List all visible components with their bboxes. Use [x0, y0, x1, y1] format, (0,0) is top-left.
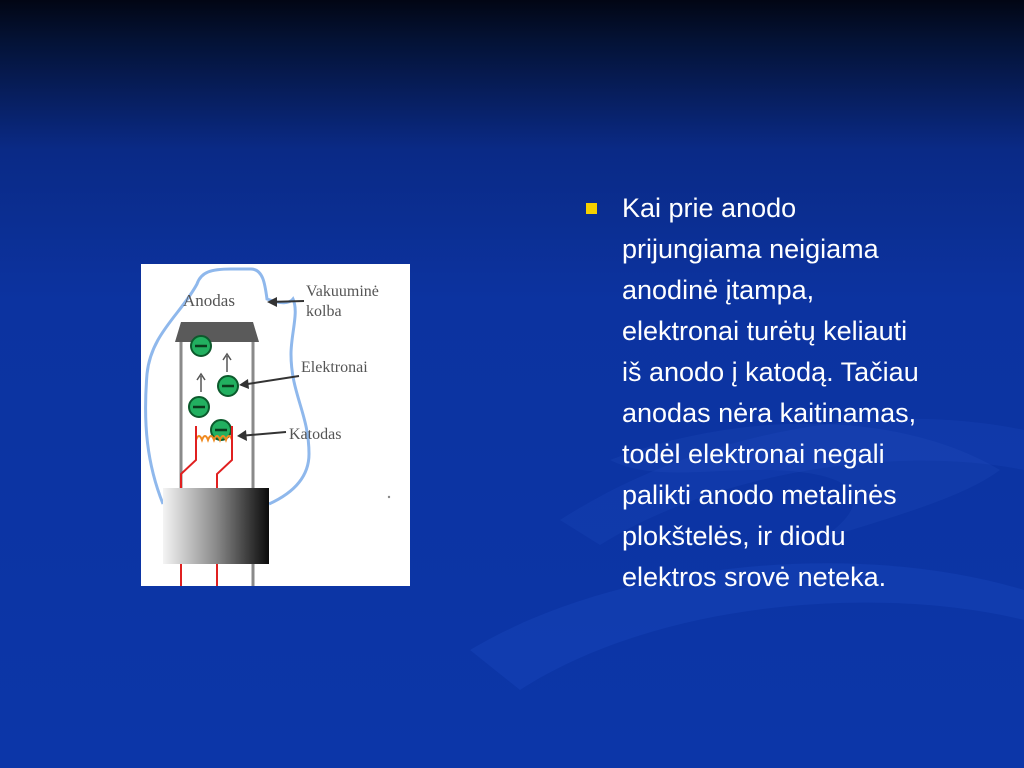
- label-cathode: Katodas: [289, 426, 342, 443]
- electron-arrow-1: [223, 354, 231, 372]
- slide-text-area: [580, 188, 1010, 598]
- electron-1: [191, 336, 211, 356]
- diode-illustration: [141, 264, 410, 586]
- cathode-arrow: [237, 430, 286, 441]
- electron-arrow-2: [197, 374, 205, 392]
- electrons-arrow: [239, 376, 299, 389]
- bullet-text: Kai prie anodo prijungiama neigiama anodinė įtampa, elektronai turėtų keliauti iš anodo į katodą. Tačiau anodas nėra kaitinamas, todėl elektronai negali palikti anodo metalinės plokštelės, ir diodu elektros srovė neteka.: [622, 193, 919, 592]
- anode-plate: [175, 322, 259, 342]
- bullet-square-icon: [586, 203, 597, 214]
- label-electrons: Elektronai: [301, 359, 368, 376]
- tube-base: [163, 488, 269, 564]
- vacuum-bulb-arrow: [267, 297, 304, 307]
- electron-2: [218, 376, 238, 396]
- vacuum-diode-diagram: [141, 264, 410, 586]
- bullet-item: [580, 188, 1010, 598]
- label-anode: Anodas: [183, 291, 235, 310]
- electron-3: [189, 397, 209, 417]
- label-vacuum-bulb: Vakuuminė kolba: [306, 283, 379, 320]
